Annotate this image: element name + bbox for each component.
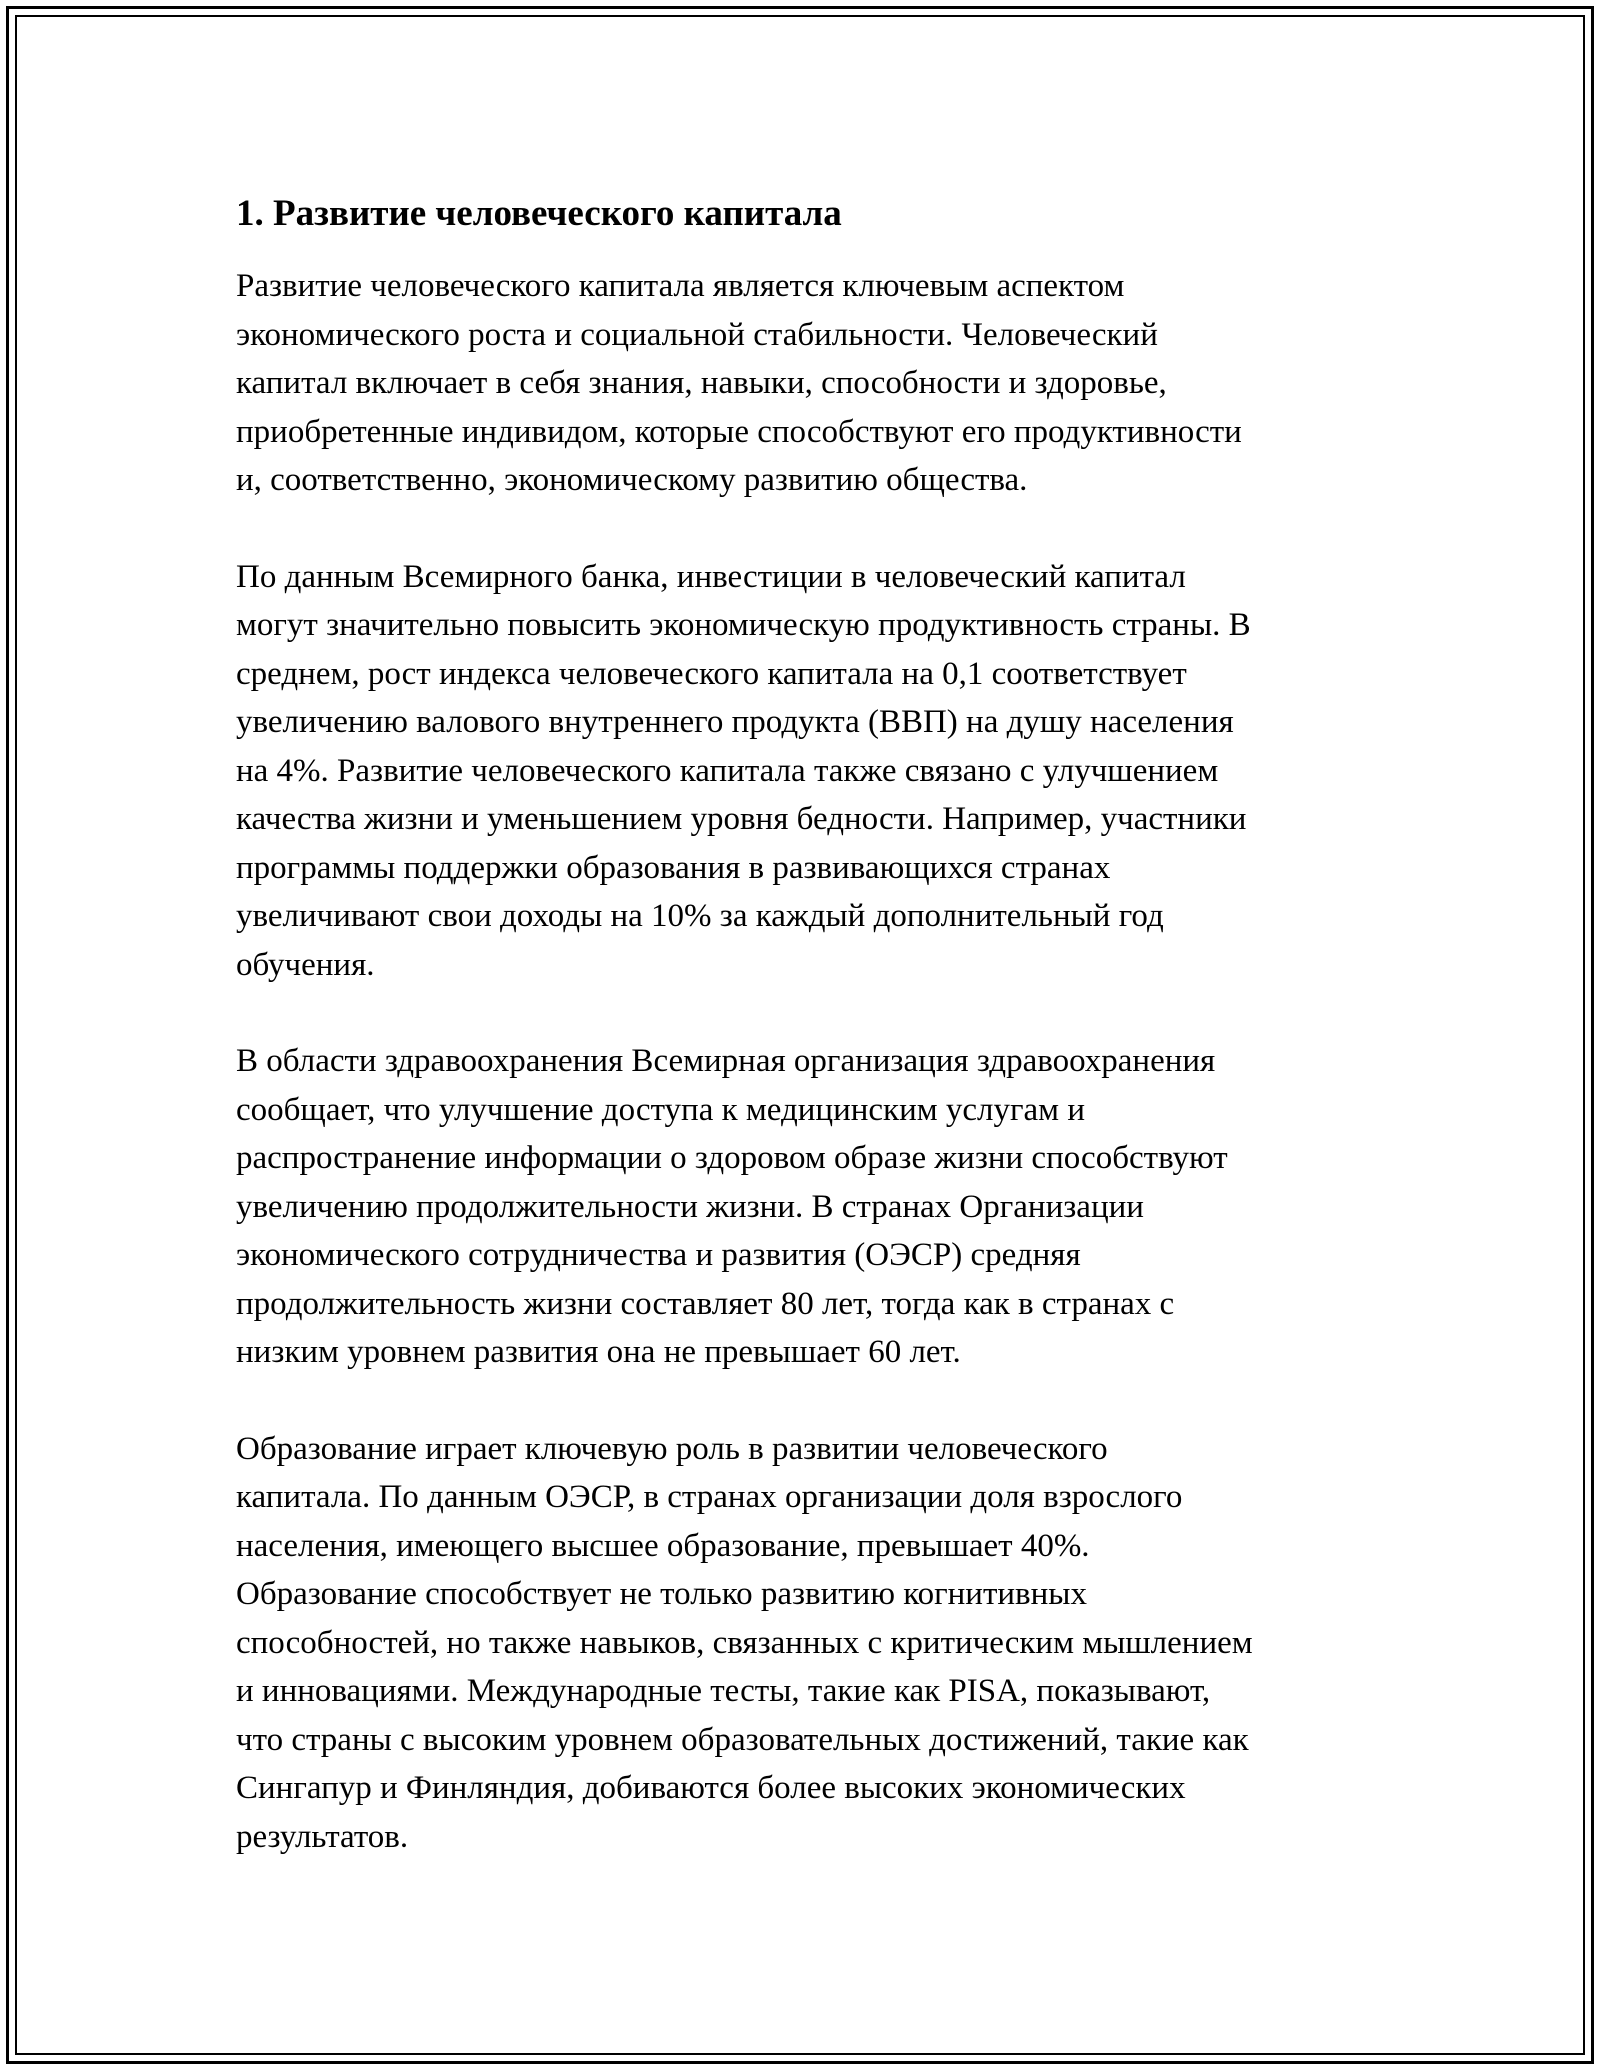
paragraph-intro: Развитие человеческого капитала является ключевым аспектом экономического роста и социальной стабильности. Человеческий капитал включает в себя знания, навыки, способности и здоровье, приобретенные индивидом, которые способствуют его продуктивности и, соответственно, экономическому развитию общества. bbox=[236, 268, 1242, 498]
document-body bbox=[236, 186, 1386, 1909]
paragraph-healthcare: В области здравоохранения Всемирная организация здравоохранения сообщает, что улучшение доступа к медицинским услугам и распространение информации о здоровом образе жизни способствуют увеличению продолжительности жизни. В странах Организации экономического сотрудничества и развития (ОЭСР) средняя продолжительность жизни составляет 80 лет, тогда как в странах с низким уровнем развития она не превышает 60 лет. bbox=[236, 1043, 1228, 1370]
paragraph-education: Образование играет ключевую роль в развитии человеческого капитала. По данным ОЭСР, в странах организации доля взрослого населения, имеющего высшее образование, превышает 40%. Образование способствует не только развитию когнитивных способностей, но также навыков, связанных с критическим мышлением и инновациями. Международные тесты, такие как PISA, показывают, что страны с высоким уровнем образовательных достижений, такие как Сингапур и Финляндия, добиваются более высоких экономических результатов. bbox=[236, 1430, 1253, 1855]
section-heading: 1. Развитие человеческого капитала bbox=[236, 193, 842, 234]
paragraph-world-bank: По данным Всемирного банка, инвестиции в человеческий капитал могут значительно повысить экономическую продуктивность страны. В среднем, рост индекса человеческого капитала на 0,1 соответствует увеличению валового внутреннего продукта (ВВП) на душу населения на 4%. Развитие человеческого капитала также связано с улучшением качества жизни и уменьшением уровня бедности. Например, участники программы поддержки образования в развивающихся странах увеличивают свои доходы на 10% за каждый дополнительный год обучения. bbox=[236, 558, 1251, 983]
